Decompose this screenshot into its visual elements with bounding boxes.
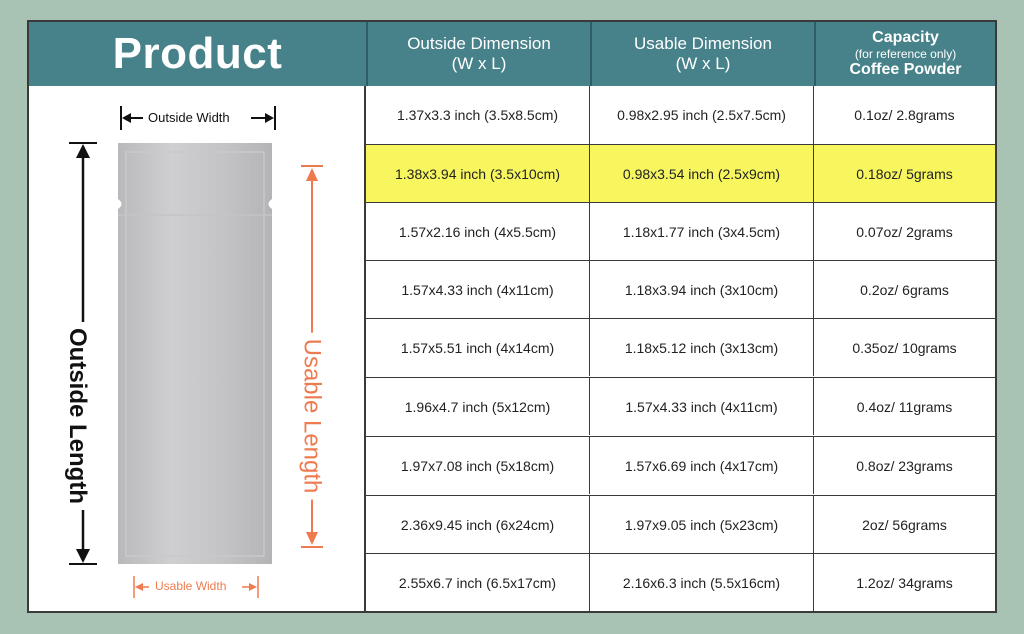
capacity-cell: 2oz/ 56grams xyxy=(862,516,947,533)
capacity-cell: 0.4oz/ 11grams xyxy=(856,398,953,415)
outside-dimension-cell: 1.57x2.16 inch (4x5.5cm) xyxy=(366,203,590,260)
table-row xyxy=(366,260,995,318)
header-capacity-line2: (for reference only) xyxy=(854,47,957,61)
usable-dimension-cell: 1.18x3.94 inch (3x10cm) xyxy=(590,261,814,318)
header-outside-line1: Outside Dimension xyxy=(407,34,551,53)
header-usable-dimension xyxy=(590,22,814,86)
header-usable-line2: (W x L) xyxy=(675,54,731,73)
usable-dimension-cell: 1.57x4.33 inch (4x11cm) xyxy=(590,378,814,435)
product-title: Product xyxy=(112,29,283,78)
outside-width-arrow-left xyxy=(122,113,131,123)
outside-width-arrow-right xyxy=(265,113,274,123)
usable-dimension-cell: 2.16x6.3 inch (5.5x16cm) xyxy=(590,554,814,611)
header-usable-line1: Usable Dimension xyxy=(634,34,772,53)
table-row xyxy=(366,495,995,553)
header-product xyxy=(29,22,366,86)
usable-dimension-cell: 0.98x2.95 inch (2.5x7.5cm) xyxy=(590,86,814,144)
outside-dimension-cell: 1.37x3.3 inch (3.5x8.5cm) xyxy=(366,86,590,144)
header-capacity-line3: Coffee Powder xyxy=(849,61,962,78)
outside-length-label-wrap xyxy=(47,256,107,576)
outside-dimension-cell: 2.36x9.45 inch (6x24cm) xyxy=(366,496,590,553)
header-capacity-line1: Capacity xyxy=(872,29,939,46)
capacity-cell: 0.1oz/ 2.8grams xyxy=(854,107,955,123)
table-row xyxy=(366,86,995,144)
usable-dimension-cell: 1.57x6.69 inch (4x17cm) xyxy=(590,437,814,494)
usable-dimension-cell: 1.18x5.12 inch (3x13cm) xyxy=(590,319,814,376)
usable-length-arrow-top xyxy=(306,168,318,181)
outside-dimension-cell: 1.57x4.33 inch (4x11cm) xyxy=(366,261,590,318)
capacity-cell: 0.35oz/ 10grams xyxy=(852,339,957,356)
outside-dimension-cell: 1.96x4.7 inch (5x12cm) xyxy=(366,378,590,435)
pouch-shape xyxy=(118,143,272,564)
table-row xyxy=(366,553,995,611)
usable-length-label: Usable Length xyxy=(297,333,325,500)
outside-width-label: Outside Width xyxy=(148,110,230,125)
table-row xyxy=(366,202,995,260)
pouch-diagram xyxy=(29,86,366,611)
usable-dimension-cell: 1.97x9.05 inch (5x23cm) xyxy=(590,496,814,553)
header-capacity xyxy=(814,22,995,86)
usable-width-label: Usable Width xyxy=(155,579,227,593)
table-header xyxy=(29,22,995,86)
capacity-cell: 0.18oz/ 5grams xyxy=(856,165,953,182)
outside-length-label: Outside Length xyxy=(63,322,91,510)
outside-dimension-cell: 1.57x5.51 inch (4x14cm) xyxy=(366,319,590,376)
outside-dimension-cell: 1.38x3.94 inch (3.5x10cm) xyxy=(366,145,590,202)
capacity-cell: 1.2oz/ 34grams xyxy=(856,574,953,591)
size-chart xyxy=(27,20,997,613)
table-row xyxy=(366,318,995,376)
outside-dimension-cell: 2.55x6.7 inch (6.5x17cm) xyxy=(366,554,590,611)
outside-length-arrow-top xyxy=(76,144,90,158)
header-outside-dimension xyxy=(366,22,590,86)
capacity-cell: 0.07oz/ 2grams xyxy=(856,223,953,240)
usable-dimension-cell: 1.18x1.77 inch (3x4.5cm) xyxy=(590,203,814,260)
header-outside-line2: (W x L) xyxy=(451,54,507,73)
usable-length-label-wrap xyxy=(281,256,341,576)
usable-width-arrow-right xyxy=(249,583,257,591)
usable-dimension-cell: 0.98x3.54 inch (2.5x9cm) xyxy=(590,145,814,202)
capacity-cell: 0.2oz/ 6grams xyxy=(860,281,949,298)
outside-dimension-cell: 1.97x7.08 inch (5x18cm) xyxy=(366,437,590,494)
table-row xyxy=(366,436,995,494)
capacity-cell: 0.8oz/ 23grams xyxy=(856,457,953,474)
table-row xyxy=(366,377,995,435)
table-row-highlighted xyxy=(366,144,995,202)
usable-width-arrow-left xyxy=(135,583,143,591)
